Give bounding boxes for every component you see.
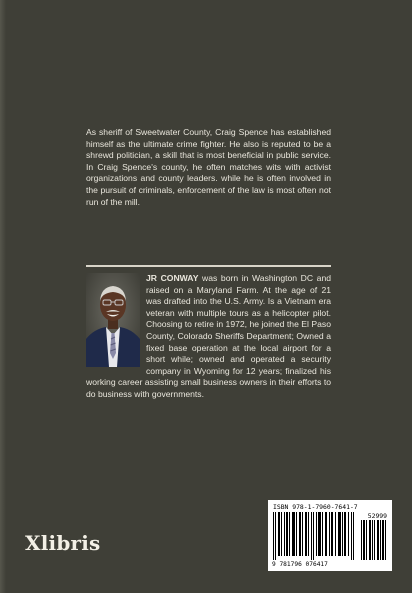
author-bio xyxy=(86,273,331,401)
ean-digits: 9 781796 076417 xyxy=(272,561,328,568)
isbn-label: ISBN 978-1-7960-7641-7 xyxy=(273,503,358,511)
price-addon-number: 52999 xyxy=(367,512,387,520)
book-blurb: As sheriff of Sweetwater County, Craig Spence has established himself as the ultimate crime fighter. He also is reputed to be a shrewd politician, a skill that is most beneficial in public service. In Craig Spence's county, he often matches wits with activist organizations and county leaders. while he is often involved in the pursuit of criminals, enforcement of the law is most often not run of the mill. xyxy=(86,127,331,207)
author-bio-text: was born in Washington DC and raised on a Maryland Farm. At the age of 21 was drafted into the U.S. Army. Is a Vietnam era veteran with multiple tours as a helicopter pilot. Choosing to retire in 1972, he joined the El Paso County, Colorado Sheriffs Department; Owned a fixed base operation at the local airport for a short while; owned and operated a security company in Wyoming for 12 years; finalized his working career assisting small business owners in their efforts to do business with governments. xyxy=(86,273,331,399)
author-portrait-image xyxy=(86,273,140,367)
section-divider xyxy=(86,265,331,267)
cover-spine-edge xyxy=(0,0,6,593)
author-name: JR CONWAY xyxy=(146,273,199,283)
publisher-logo: Xlibris xyxy=(25,531,101,555)
author-photo xyxy=(86,273,140,367)
addon-barcode-bars xyxy=(361,520,387,560)
ean-barcode-bars xyxy=(272,512,358,560)
isbn-barcode xyxy=(268,500,392,571)
